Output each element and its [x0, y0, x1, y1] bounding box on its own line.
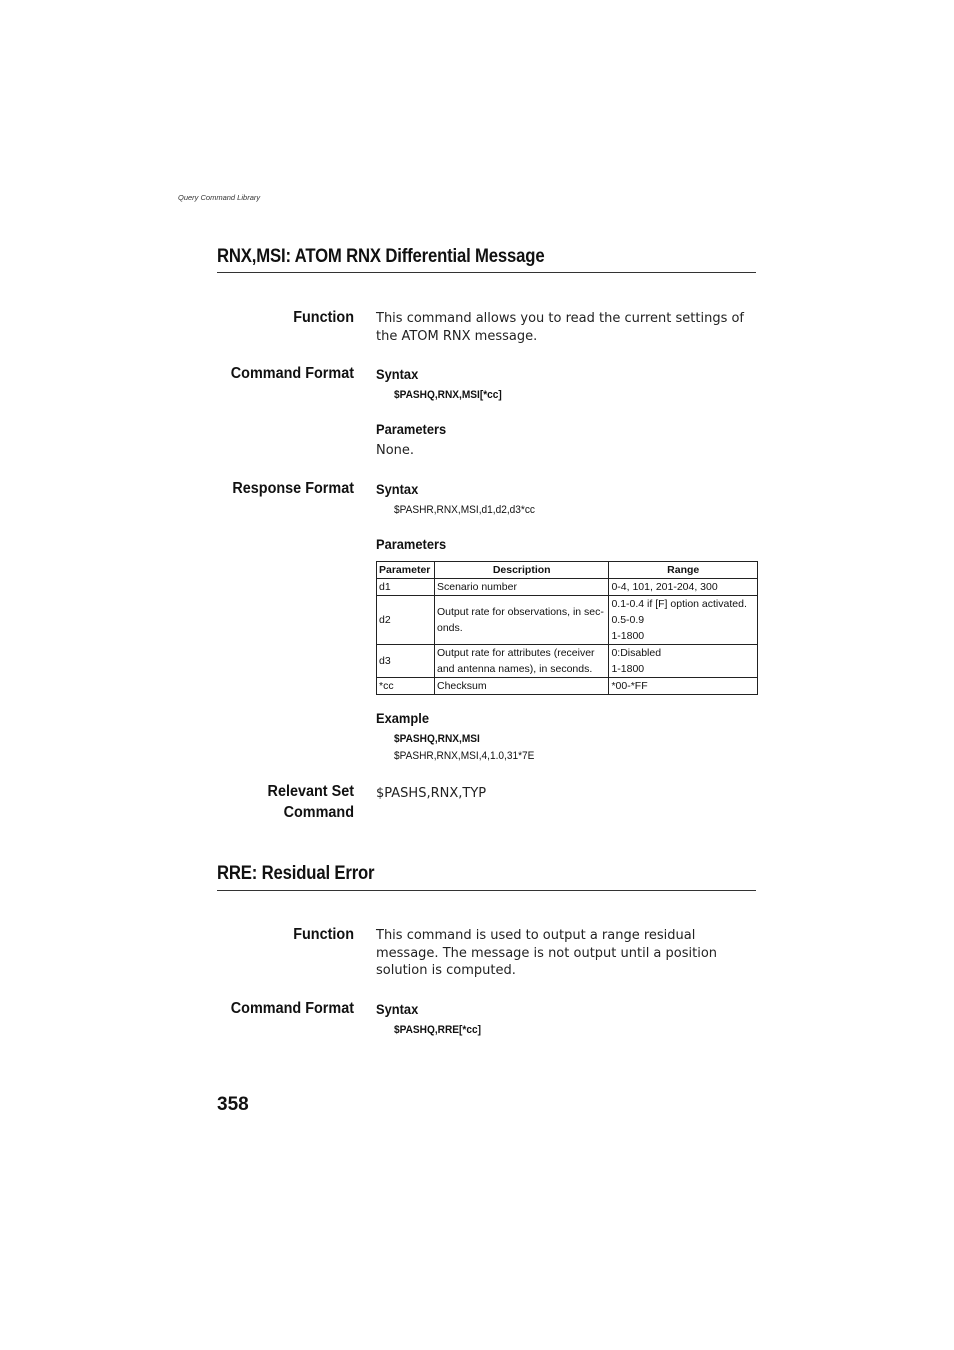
running-header: Query Command Library — [178, 193, 261, 202]
command-format-label: Command Format — [230, 365, 354, 382]
function-text: This command allows you to read the current settings of the ATOM RNX message. — [376, 311, 745, 344]
command-format-label: Command Format — [230, 1000, 354, 1017]
range-line: 0:Disabled — [611, 647, 662, 659]
section-title-rnx-msi: RNX,MSI: ATOM RNX Differential Message — [217, 246, 545, 267]
response-format-label: Response Format — [232, 480, 354, 497]
example-heading: Example — [376, 710, 429, 726]
cell-parameter: *cc — [377, 678, 435, 695]
response-parameters-heading: Parameters — [376, 536, 447, 552]
response-syntax: $PASHR,RNX,MSI,d1,d2,d3*cc — [394, 504, 535, 516]
relevant-set-label-line1: Relevant Set — [267, 783, 354, 800]
range-line: 0.5-0.9 — [611, 614, 645, 626]
cell-description: Output rate for observations, in sec-onds. — [434, 596, 608, 645]
cell-range — [609, 645, 758, 678]
command-parameters-heading: Parameters — [376, 421, 447, 437]
cell-description: Checksum — [434, 678, 608, 695]
function-label: Function — [293, 309, 354, 326]
parameters-table — [376, 561, 758, 695]
table-row — [377, 678, 758, 695]
range-line: 0.1-0.4 if [F] option activated. — [611, 598, 747, 610]
range-line: *00-*FF — [611, 680, 648, 692]
function-text: This command is used to output a range residual message. The message is not output until a position solution is computed. — [376, 928, 718, 978]
command-syntax-heading: Syntax — [376, 1001, 419, 1017]
response-syntax-heading: Syntax — [376, 481, 419, 497]
example-response: $PASHR,RNX,MSI,4,1.0,31*7E — [394, 750, 535, 762]
column-header-description: Description — [434, 562, 608, 579]
column-header-range: Range — [609, 562, 758, 579]
table-header-row — [377, 562, 758, 579]
range-line: 1-1800 — [611, 630, 645, 642]
table-row — [377, 596, 758, 645]
section-rule — [217, 890, 756, 891]
cell-parameter: d1 — [377, 579, 435, 596]
cell-range — [609, 596, 758, 645]
range-line: 1-1800 — [611, 663, 645, 675]
command-parameters-text: None. — [376, 443, 415, 458]
cell-parameter: d3 — [377, 645, 435, 678]
page-number: 358 — [217, 1094, 249, 1115]
table-row — [377, 645, 758, 678]
example-command: $PASHQ,RNX,MSI — [394, 733, 480, 745]
relevant-set-command: $PASHS,RNX,TYP — [376, 786, 487, 801]
section-title-rre: RRE: Residual Error — [217, 863, 375, 884]
cell-description: Scenario number — [434, 579, 608, 596]
relevant-set-label-line2: Command — [283, 804, 354, 821]
table-row — [377, 579, 758, 596]
command-syntax-heading: Syntax — [376, 366, 419, 382]
range-line: 0-4, 101, 201-204, 300 — [611, 581, 718, 593]
command-syntax: $PASHQ,RNX,MSI[*cc] — [394, 389, 502, 401]
section-rule — [217, 272, 756, 273]
cell-description: Output rate for attributes (receiver and antenna names), in seconds. — [434, 645, 608, 678]
command-syntax: $PASHQ,RRE[*cc] — [394, 1024, 481, 1036]
column-header-parameter: Parameter — [377, 562, 435, 579]
relevant-set-label — [192, 781, 354, 823]
cell-parameter: d2 — [377, 596, 435, 645]
function-label: Function — [293, 926, 354, 943]
cell-range — [609, 678, 758, 695]
cell-range — [609, 579, 758, 596]
